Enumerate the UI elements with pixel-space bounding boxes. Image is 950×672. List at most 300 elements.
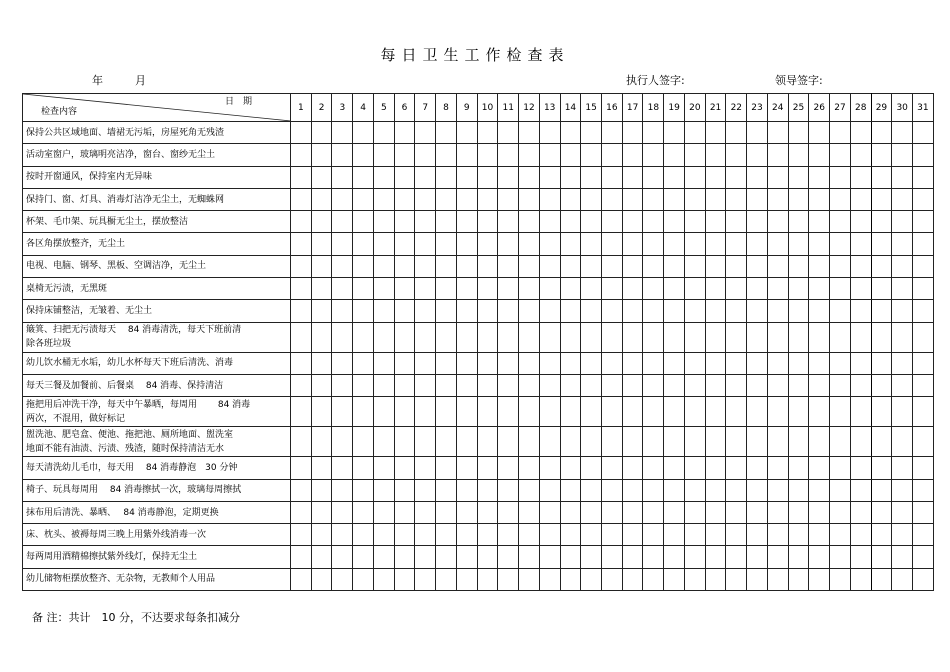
check-cell[interactable] — [456, 144, 477, 166]
check-cell[interactable] — [291, 479, 312, 501]
check-cell[interactable] — [394, 300, 415, 322]
check-cell[interactable] — [519, 374, 540, 396]
check-cell[interactable] — [477, 144, 498, 166]
check-cell[interactable] — [871, 122, 892, 144]
check-cell[interactable] — [767, 374, 788, 396]
check-cell[interactable] — [291, 546, 312, 568]
check-cell[interactable] — [830, 568, 851, 590]
check-cell[interactable] — [726, 501, 747, 523]
check-cell[interactable] — [684, 300, 705, 322]
check-cell[interactable] — [871, 278, 892, 300]
check-cell[interactable] — [436, 457, 457, 479]
check-cell[interactable] — [913, 374, 934, 396]
check-cell[interactable] — [913, 546, 934, 568]
check-cell[interactable] — [477, 300, 498, 322]
check-cell[interactable] — [456, 278, 477, 300]
check-cell[interactable] — [809, 427, 830, 457]
check-cell[interactable] — [705, 322, 726, 352]
check-cell[interactable] — [684, 546, 705, 568]
check-cell[interactable] — [850, 144, 871, 166]
check-cell[interactable] — [519, 122, 540, 144]
check-cell[interactable] — [726, 479, 747, 501]
check-cell[interactable] — [767, 501, 788, 523]
check-cell[interactable] — [913, 188, 934, 210]
check-cell[interactable] — [291, 211, 312, 233]
check-cell[interactable] — [892, 144, 913, 166]
check-cell[interactable] — [394, 546, 415, 568]
check-cell[interactable] — [788, 352, 809, 374]
check-cell[interactable] — [622, 166, 643, 188]
check-cell[interactable] — [643, 255, 664, 277]
check-cell[interactable] — [581, 479, 602, 501]
check-cell[interactable] — [519, 255, 540, 277]
check-cell[interactable] — [332, 322, 353, 352]
check-cell[interactable] — [892, 524, 913, 546]
check-cell[interactable] — [830, 188, 851, 210]
check-cell[interactable] — [602, 144, 623, 166]
check-cell[interactable] — [850, 188, 871, 210]
check-cell[interactable] — [456, 501, 477, 523]
check-cell[interactable] — [809, 524, 830, 546]
check-cell[interactable] — [830, 255, 851, 277]
check-cell[interactable] — [539, 300, 560, 322]
check-cell[interactable] — [560, 300, 581, 322]
check-cell[interactable] — [726, 546, 747, 568]
check-cell[interactable] — [519, 501, 540, 523]
check-cell[interactable] — [726, 374, 747, 396]
check-cell[interactable] — [477, 211, 498, 233]
check-cell[interactable] — [539, 352, 560, 374]
check-cell[interactable] — [477, 568, 498, 590]
check-cell[interactable] — [415, 188, 436, 210]
check-cell[interactable] — [519, 352, 540, 374]
check-cell[interactable] — [539, 457, 560, 479]
check-cell[interactable] — [684, 322, 705, 352]
check-cell[interactable] — [788, 397, 809, 427]
check-cell[interactable] — [767, 300, 788, 322]
check-cell[interactable] — [684, 568, 705, 590]
check-cell[interactable] — [353, 233, 374, 255]
check-cell[interactable] — [830, 457, 851, 479]
check-cell[interactable] — [539, 568, 560, 590]
check-cell[interactable] — [913, 211, 934, 233]
check-cell[interactable] — [705, 501, 726, 523]
check-cell[interactable] — [373, 352, 394, 374]
check-cell[interactable] — [291, 322, 312, 352]
check-cell[interactable] — [311, 300, 332, 322]
check-cell[interactable] — [291, 188, 312, 210]
check-cell[interactable] — [643, 278, 664, 300]
check-cell[interactable] — [498, 397, 519, 427]
check-cell[interactable] — [726, 397, 747, 427]
check-cell[interactable] — [415, 300, 436, 322]
check-cell[interactable] — [353, 352, 374, 374]
check-cell[interactable] — [373, 568, 394, 590]
check-cell[interactable] — [767, 211, 788, 233]
check-cell[interactable] — [353, 374, 374, 396]
check-cell[interactable] — [291, 300, 312, 322]
check-cell[interactable] — [684, 479, 705, 501]
check-cell[interactable] — [373, 233, 394, 255]
check-cell[interactable] — [809, 144, 830, 166]
check-cell[interactable] — [581, 322, 602, 352]
check-cell[interactable] — [581, 211, 602, 233]
check-cell[interactable] — [602, 122, 623, 144]
check-cell[interactable] — [353, 144, 374, 166]
check-cell[interactable] — [850, 546, 871, 568]
check-cell[interactable] — [726, 568, 747, 590]
check-cell[interactable] — [830, 501, 851, 523]
check-cell[interactable] — [602, 546, 623, 568]
check-cell[interactable] — [622, 352, 643, 374]
check-cell[interactable] — [311, 188, 332, 210]
check-cell[interactable] — [830, 352, 851, 374]
check-cell[interactable] — [850, 427, 871, 457]
check-cell[interactable] — [747, 300, 768, 322]
check-cell[interactable] — [892, 479, 913, 501]
check-cell[interactable] — [767, 278, 788, 300]
check-cell[interactable] — [705, 546, 726, 568]
check-cell[interactable] — [415, 457, 436, 479]
check-cell[interactable] — [871, 352, 892, 374]
check-cell[interactable] — [913, 397, 934, 427]
check-cell[interactable] — [498, 427, 519, 457]
check-cell[interactable] — [477, 322, 498, 352]
check-cell[interactable] — [394, 122, 415, 144]
check-cell[interactable] — [664, 546, 685, 568]
check-cell[interactable] — [684, 144, 705, 166]
check-cell[interactable] — [456, 188, 477, 210]
check-cell[interactable] — [664, 233, 685, 255]
check-cell[interactable] — [477, 397, 498, 427]
check-cell[interactable] — [643, 374, 664, 396]
check-cell[interactable] — [373, 397, 394, 427]
check-cell[interactable] — [622, 255, 643, 277]
check-cell[interactable] — [643, 568, 664, 590]
check-cell[interactable] — [560, 211, 581, 233]
check-cell[interactable] — [353, 255, 374, 277]
check-cell[interactable] — [394, 352, 415, 374]
check-cell[interactable] — [581, 166, 602, 188]
check-cell[interactable] — [581, 568, 602, 590]
check-cell[interactable] — [913, 457, 934, 479]
check-cell[interactable] — [498, 278, 519, 300]
check-cell[interactable] — [913, 300, 934, 322]
check-cell[interactable] — [291, 278, 312, 300]
check-cell[interactable] — [788, 374, 809, 396]
check-cell[interactable] — [892, 568, 913, 590]
check-cell[interactable] — [850, 233, 871, 255]
check-cell[interactable] — [767, 322, 788, 352]
check-cell[interactable] — [436, 568, 457, 590]
check-cell[interactable] — [560, 374, 581, 396]
check-cell[interactable] — [622, 501, 643, 523]
check-cell[interactable] — [394, 501, 415, 523]
check-cell[interactable] — [373, 479, 394, 501]
check-cell[interactable] — [850, 374, 871, 396]
check-cell[interactable] — [539, 188, 560, 210]
check-cell[interactable] — [415, 233, 436, 255]
check-cell[interactable] — [892, 374, 913, 396]
check-cell[interactable] — [498, 122, 519, 144]
check-cell[interactable] — [602, 352, 623, 374]
check-cell[interactable] — [436, 211, 457, 233]
check-cell[interactable] — [747, 278, 768, 300]
check-cell[interactable] — [539, 374, 560, 396]
check-cell[interactable] — [373, 188, 394, 210]
check-cell[interactable] — [394, 233, 415, 255]
check-cell[interactable] — [809, 397, 830, 427]
check-cell[interactable] — [477, 188, 498, 210]
check-cell[interactable] — [477, 457, 498, 479]
check-cell[interactable] — [498, 524, 519, 546]
check-cell[interactable] — [664, 352, 685, 374]
check-cell[interactable] — [332, 144, 353, 166]
check-cell[interactable] — [850, 322, 871, 352]
check-cell[interactable] — [311, 278, 332, 300]
check-cell[interactable] — [747, 568, 768, 590]
check-cell[interactable] — [560, 278, 581, 300]
check-cell[interactable] — [332, 568, 353, 590]
check-cell[interactable] — [913, 352, 934, 374]
check-cell[interactable] — [788, 322, 809, 352]
check-cell[interactable] — [622, 300, 643, 322]
check-cell[interactable] — [602, 233, 623, 255]
check-cell[interactable] — [477, 546, 498, 568]
check-cell[interactable] — [850, 255, 871, 277]
check-cell[interactable] — [892, 233, 913, 255]
check-cell[interactable] — [726, 278, 747, 300]
check-cell[interactable] — [560, 255, 581, 277]
check-cell[interactable] — [373, 427, 394, 457]
check-cell[interactable] — [539, 278, 560, 300]
check-cell[interactable] — [850, 166, 871, 188]
check-cell[interactable] — [291, 352, 312, 374]
check-cell[interactable] — [602, 211, 623, 233]
check-cell[interactable] — [560, 568, 581, 590]
check-cell[interactable] — [788, 188, 809, 210]
check-cell[interactable] — [726, 233, 747, 255]
check-cell[interactable] — [809, 211, 830, 233]
check-cell[interactable] — [705, 568, 726, 590]
check-cell[interactable] — [830, 479, 851, 501]
check-cell[interactable] — [643, 352, 664, 374]
check-cell[interactable] — [415, 501, 436, 523]
check-cell[interactable] — [560, 188, 581, 210]
check-cell[interactable] — [726, 122, 747, 144]
check-cell[interactable] — [871, 233, 892, 255]
check-cell[interactable] — [871, 479, 892, 501]
check-cell[interactable] — [477, 352, 498, 374]
check-cell[interactable] — [809, 501, 830, 523]
check-cell[interactable] — [664, 278, 685, 300]
check-cell[interactable] — [705, 479, 726, 501]
check-cell[interactable] — [539, 233, 560, 255]
check-cell[interactable] — [436, 166, 457, 188]
check-cell[interactable] — [353, 568, 374, 590]
check-cell[interactable] — [747, 122, 768, 144]
check-cell[interactable] — [809, 122, 830, 144]
check-cell[interactable] — [539, 427, 560, 457]
check-cell[interactable] — [830, 144, 851, 166]
check-cell[interactable] — [415, 122, 436, 144]
check-cell[interactable] — [871, 568, 892, 590]
check-cell[interactable] — [809, 166, 830, 188]
check-cell[interactable] — [436, 546, 457, 568]
check-cell[interactable] — [850, 457, 871, 479]
check-cell[interactable] — [373, 300, 394, 322]
check-cell[interactable] — [332, 427, 353, 457]
check-cell[interactable] — [726, 211, 747, 233]
check-cell[interactable] — [415, 374, 436, 396]
check-cell[interactable] — [767, 255, 788, 277]
check-cell[interactable] — [913, 427, 934, 457]
check-cell[interactable] — [311, 501, 332, 523]
check-cell[interactable] — [892, 300, 913, 322]
check-cell[interactable] — [477, 427, 498, 457]
check-cell[interactable] — [830, 322, 851, 352]
check-cell[interactable] — [788, 211, 809, 233]
check-cell[interactable] — [560, 457, 581, 479]
check-cell[interactable] — [643, 546, 664, 568]
check-cell[interactable] — [291, 233, 312, 255]
check-cell[interactable] — [436, 427, 457, 457]
check-cell[interactable] — [892, 255, 913, 277]
check-cell[interactable] — [664, 457, 685, 479]
check-cell[interactable] — [456, 352, 477, 374]
check-cell[interactable] — [415, 427, 436, 457]
check-cell[interactable] — [353, 122, 374, 144]
check-cell[interactable] — [809, 278, 830, 300]
check-cell[interactable] — [767, 144, 788, 166]
check-cell[interactable] — [332, 122, 353, 144]
check-cell[interactable] — [581, 546, 602, 568]
check-cell[interactable] — [684, 427, 705, 457]
check-cell[interactable] — [498, 188, 519, 210]
check-cell[interactable] — [664, 568, 685, 590]
check-cell[interactable] — [581, 255, 602, 277]
check-cell[interactable] — [767, 457, 788, 479]
check-cell[interactable] — [643, 524, 664, 546]
check-cell[interactable] — [850, 524, 871, 546]
check-cell[interactable] — [684, 255, 705, 277]
check-cell[interactable] — [394, 479, 415, 501]
check-cell[interactable] — [456, 427, 477, 457]
check-cell[interactable] — [581, 233, 602, 255]
check-cell[interactable] — [726, 427, 747, 457]
check-cell[interactable] — [830, 122, 851, 144]
check-cell[interactable] — [477, 374, 498, 396]
check-cell[interactable] — [871, 501, 892, 523]
check-cell[interactable] — [519, 457, 540, 479]
check-cell[interactable] — [560, 546, 581, 568]
check-cell[interactable] — [913, 479, 934, 501]
check-cell[interactable] — [643, 427, 664, 457]
check-cell[interactable] — [871, 144, 892, 166]
check-cell[interactable] — [705, 255, 726, 277]
check-cell[interactable] — [373, 524, 394, 546]
check-cell[interactable] — [498, 166, 519, 188]
check-cell[interactable] — [643, 501, 664, 523]
check-cell[interactable] — [581, 188, 602, 210]
check-cell[interactable] — [747, 524, 768, 546]
check-cell[interactable] — [830, 278, 851, 300]
check-cell[interactable] — [664, 211, 685, 233]
check-cell[interactable] — [477, 278, 498, 300]
check-cell[interactable] — [415, 166, 436, 188]
check-cell[interactable] — [871, 322, 892, 352]
check-cell[interactable] — [456, 568, 477, 590]
check-cell[interactable] — [809, 300, 830, 322]
check-cell[interactable] — [747, 188, 768, 210]
check-cell[interactable] — [436, 300, 457, 322]
check-cell[interactable] — [809, 322, 830, 352]
check-cell[interactable] — [519, 188, 540, 210]
check-cell[interactable] — [830, 374, 851, 396]
check-cell[interactable] — [913, 166, 934, 188]
check-cell[interactable] — [373, 322, 394, 352]
check-cell[interactable] — [684, 457, 705, 479]
check-cell[interactable] — [602, 188, 623, 210]
check-cell[interactable] — [477, 122, 498, 144]
check-cell[interactable] — [311, 144, 332, 166]
check-cell[interactable] — [850, 211, 871, 233]
check-cell[interactable] — [581, 427, 602, 457]
check-cell[interactable] — [892, 166, 913, 188]
check-cell[interactable] — [311, 211, 332, 233]
check-cell[interactable] — [311, 524, 332, 546]
check-cell[interactable] — [539, 546, 560, 568]
check-cell[interactable] — [830, 166, 851, 188]
check-cell[interactable] — [311, 374, 332, 396]
check-cell[interactable] — [456, 479, 477, 501]
check-cell[interactable] — [892, 546, 913, 568]
check-cell[interactable] — [850, 278, 871, 300]
check-cell[interactable] — [664, 427, 685, 457]
check-cell[interactable] — [705, 122, 726, 144]
check-cell[interactable] — [332, 546, 353, 568]
check-cell[interactable] — [664, 166, 685, 188]
check-cell[interactable] — [664, 255, 685, 277]
check-cell[interactable] — [892, 352, 913, 374]
check-cell[interactable] — [871, 457, 892, 479]
check-cell[interactable] — [602, 479, 623, 501]
check-cell[interactable] — [767, 546, 788, 568]
check-cell[interactable] — [373, 374, 394, 396]
check-cell[interactable] — [788, 501, 809, 523]
check-cell[interactable] — [291, 524, 312, 546]
check-cell[interactable] — [767, 188, 788, 210]
check-cell[interactable] — [353, 211, 374, 233]
check-cell[interactable] — [581, 352, 602, 374]
check-cell[interactable] — [581, 397, 602, 427]
check-cell[interactable] — [913, 524, 934, 546]
check-cell[interactable] — [747, 166, 768, 188]
check-cell[interactable] — [684, 397, 705, 427]
check-cell[interactable] — [747, 322, 768, 352]
check-cell[interactable] — [622, 397, 643, 427]
check-cell[interactable] — [581, 122, 602, 144]
check-cell[interactable] — [539, 322, 560, 352]
check-cell[interactable] — [498, 546, 519, 568]
check-cell[interactable] — [705, 427, 726, 457]
check-cell[interactable] — [436, 397, 457, 427]
check-cell[interactable] — [726, 255, 747, 277]
check-cell[interactable] — [809, 233, 830, 255]
check-cell[interactable] — [643, 144, 664, 166]
check-cell[interactable] — [747, 352, 768, 374]
check-cell[interactable] — [747, 144, 768, 166]
